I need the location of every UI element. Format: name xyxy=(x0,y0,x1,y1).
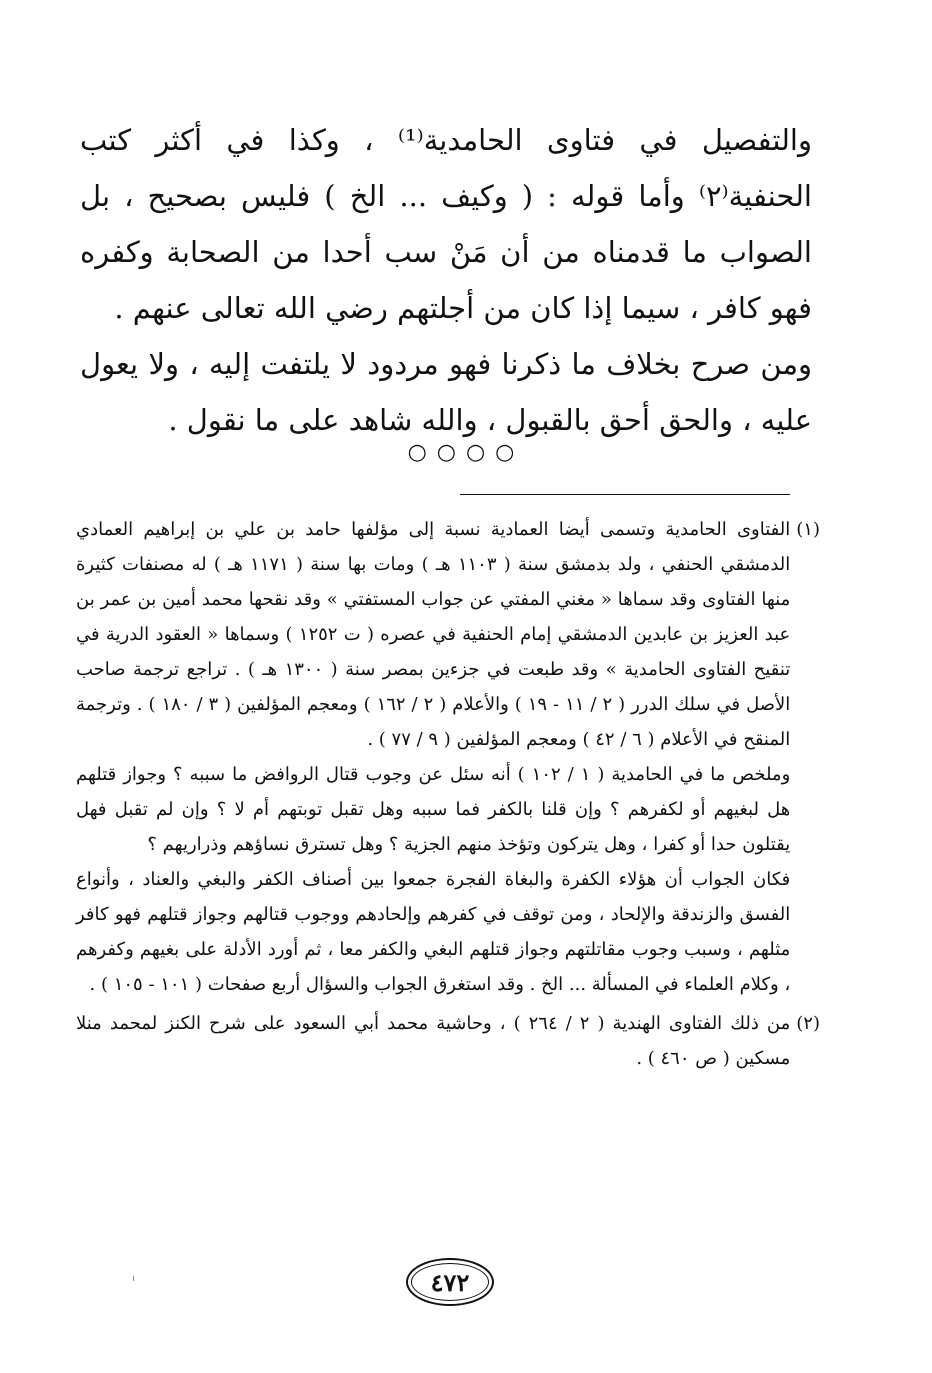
main-text xyxy=(80,112,812,448)
footnote-divider xyxy=(460,494,790,495)
scan-speck xyxy=(133,1276,134,1281)
main-paragraph-1: والتفصيل في فتاوى الحامدية⁽¹⁾ ، وكذا في أكثر كتب الحنفية⁽٢⁾ وأما قوله : ( وكيف ... الخ ) فليس بصحيح ، بل الصواب ما قدمناه من أن مَنْ سب أحدا من الصحابة وكفره فهو كافر ، سيما إذا كان من أجلتهم رضي الله تعالى عنهم . xyxy=(80,123,812,325)
footnote-paragraph: فكان الجواب أن هؤلاء الكفرة والبغاة الفجرة جمعوا بين أصناف الكفر والبغي والعناد ، وأنواع الفسق والزندقة والإلحاد ، ومن توقف في كفرهم وإلحادهم ووجوب قتالهم وجواز قتلهم فهو كافر مثلهم ، وسبب وجوب مقاتلتهم وجواز قتلهم البغي والكفر معا ، ثم أورد الأدلة على بغيهم وكفرهم ، وكلام العلماء في المسألة ... الخ . وقد استغرق الجواب والسؤال أربع صفحات ( ١٠١ - ١٠٥ ) . xyxy=(76,869,791,995)
page-number-text: ٤٧٢ xyxy=(430,1267,470,1297)
footnote-1 xyxy=(76,512,820,1002)
footnote-2 xyxy=(76,1006,820,1076)
section-ornament: ○○○○ xyxy=(407,440,525,465)
footnote-paragraph: من ذلك الفتاوى الهندية ( ٢ / ٢٦٤ ) ، وحاشية محمد أبي السعود على شرح الكنز لمحمد منلا مسكين ( ص ٤٦٠ ) . xyxy=(76,1013,791,1069)
footnote-number: (٢) xyxy=(796,1013,820,1034)
footnote-paragraph: الفتاوى الحامدية وتسمى أيضا العمادية نسبة إلى مؤلفها حامد بن علي بن إبراهيم العمادي الدمشقي الحنفي ، ولد بدمشق سنة ( ١١٠٣ هـ ) ومات بها سنة ( ١١٧١ هـ ) له مصنفات كثيرة منها الفتاوى وقد سماها « مغني المفتي عن جواب المستفتي » وقد نقحها محمد أمين بن عمر بن عبد العزيز بن عابدين الدمشقي إمام الحنفية في عصره ( ت ١٢٥٢ ) وسماها « العقود الدرية في تنقيح الفتاوى الحامدية » وقد طبعت في جزءين بمصر سنة ( ١٣٠٠ هـ ) . تراجع ترجمة صاحب الأصل في سلك الدرر ( ٢ / ١١ - ١٩ ) والأعلام ( ٢ / ١٦٢ ) ومعجم المؤلفين ( ٣ / ١٨٠ ) . وترجمة المنقح في الأعلام ( ٦ / ٤٢ ) ومعجم المؤلفين ( ٩ / ٧٧ ) . xyxy=(76,519,791,750)
footnote-paragraph: وملخص ما في الحامدية ( ١ / ١٠٢ ) أنه سئل عن وجوب قتال الروافض ما سببه ؟ وجواز قتلهم هل لبغيهم أو لكفرهم ؟ وإن قلنا بالكفر فما سببه وهل تقبل توبتهم أم لا ؟ وإن لم تقبل فهل يقتلون حدا أو كفرا ، وهل يتركون وتؤخذ منهم الجزية ؟ وهل تسترق نساؤهم وذراريهم ؟ xyxy=(76,764,791,855)
footnotes xyxy=(76,512,820,1076)
main-paragraph-2: ومن صرح بخلاف ما ذكرنا فهو مردود لا يلتفت إليه ، ولا يعول عليه ، والحق أحق بالقبول ، والله شاهد على ما نقول . xyxy=(80,347,812,437)
page-number xyxy=(406,1258,494,1306)
footnote-number: (١) xyxy=(796,519,820,540)
